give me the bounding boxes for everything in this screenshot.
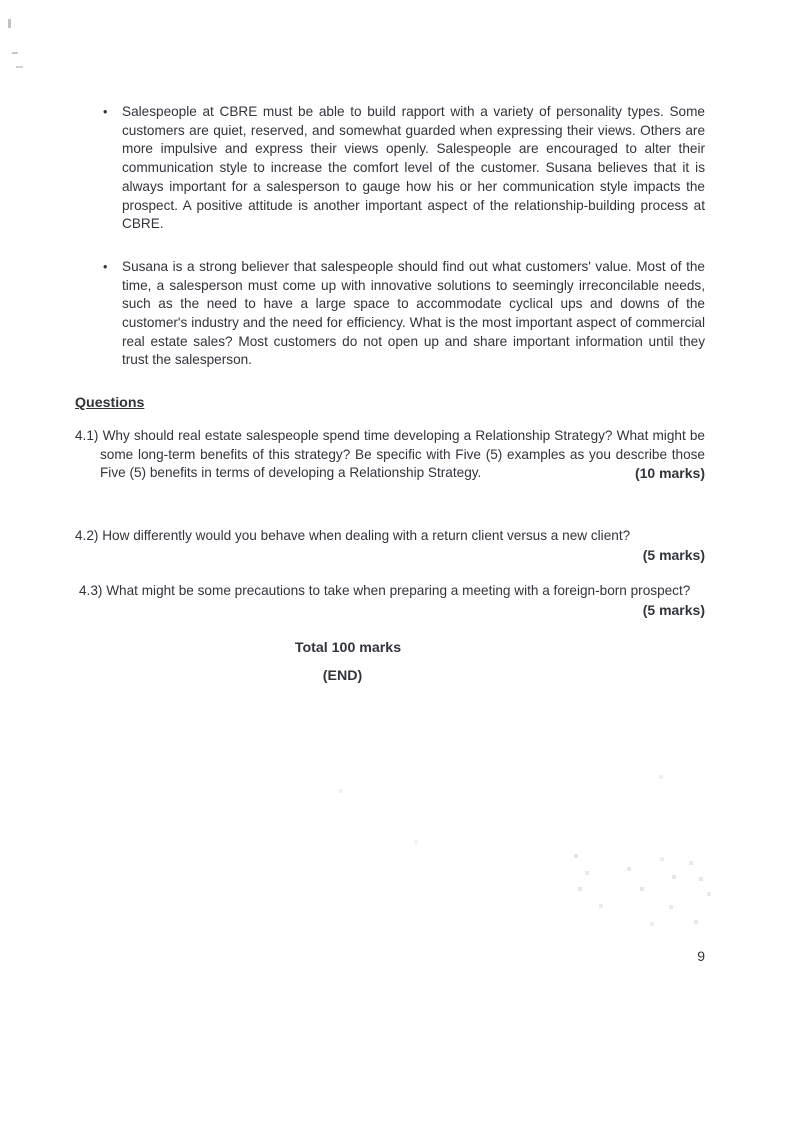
question-4-3-marks: (5 marks): [642, 602, 705, 619]
question-4-3-body: What might be some precautions to take when preparing a meeting with a foreign-born prospect?: [106, 583, 691, 599]
question-4-3-marks-line: [75, 601, 705, 621]
bullet-icon: •: [103, 259, 108, 274]
bullet-text-values: Susana is a strong believer that salespeople should find out what customers' value. Most of the time, a salesperson must come up with innovative solutions to seemingly irreconcilable needs, such as the need to have a large space to accommodate cyclical ups and downs of the customer's industry and the need for efficiency. What is the most important aspect of commercial real estate sales? Most customers do not open up and share important information until they trust the salesperson.: [122, 258, 705, 368]
page-content: [75, 103, 705, 686]
page-number: 9: [697, 948, 705, 964]
question-4-2: [75, 527, 705, 565]
question-4-1-body: Why should real estate salespeople spend time developing a Relationship Strategy? What might be some long-term benefits of this strategy? Be specific with Five (5) examples as you describe those Five (5) benefits in terms of developing a Relationship Strategy.: [100, 427, 705, 481]
scan-artifact: [8, 19, 11, 28]
question-4-2-body: How differently would you behave when dealing with a return client versus a new client?: [102, 527, 631, 543]
bullet-text-rapport: Salespeople at CBRE must be able to build rapport with a variety of personality types. Some customers are quiet, reserved, and somewhat guarded when expressing their views. Others are more impulsive and express their views openly. Salespeople are encouraged to alter their communication style to increase the comfort level of the customer. Susana believes that it is always important for a salesperson to gauge how his or her communication style impacts the prospect. A positive attitude is another important aspect of the relationship-building process at CBRE.: [122, 104, 705, 232]
question-4-2-number: 4.2): [75, 527, 99, 543]
total-marks: Total 100 marks: [294, 639, 402, 656]
question-4-2-marks-line: [75, 546, 705, 566]
question-4-1-text: [75, 427, 705, 483]
bullet-point-2: [75, 258, 705, 370]
bullet-icon: •: [103, 105, 108, 119]
question-4-3-text: [75, 582, 705, 601]
question-4-3: [75, 582, 705, 620]
question-4-2-text: [75, 527, 705, 546]
question-4-1-number: 4.1): [75, 427, 99, 443]
question-4-3-number: 4.3): [79, 583, 103, 599]
end-marker: (END): [322, 668, 363, 685]
scan-artifact: [16, 66, 23, 68]
question-4-1: [75, 427, 705, 483]
question-4-2-marks: (5 marks): [642, 546, 705, 563]
bullet-point-1: [75, 103, 705, 234]
scan-speckles: [0, 0, 2, 2]
questions-heading: Questions: [75, 395, 145, 412]
question-4-1-marks: (10 marks): [634, 465, 705, 482]
scan-artifact: [12, 52, 18, 54]
